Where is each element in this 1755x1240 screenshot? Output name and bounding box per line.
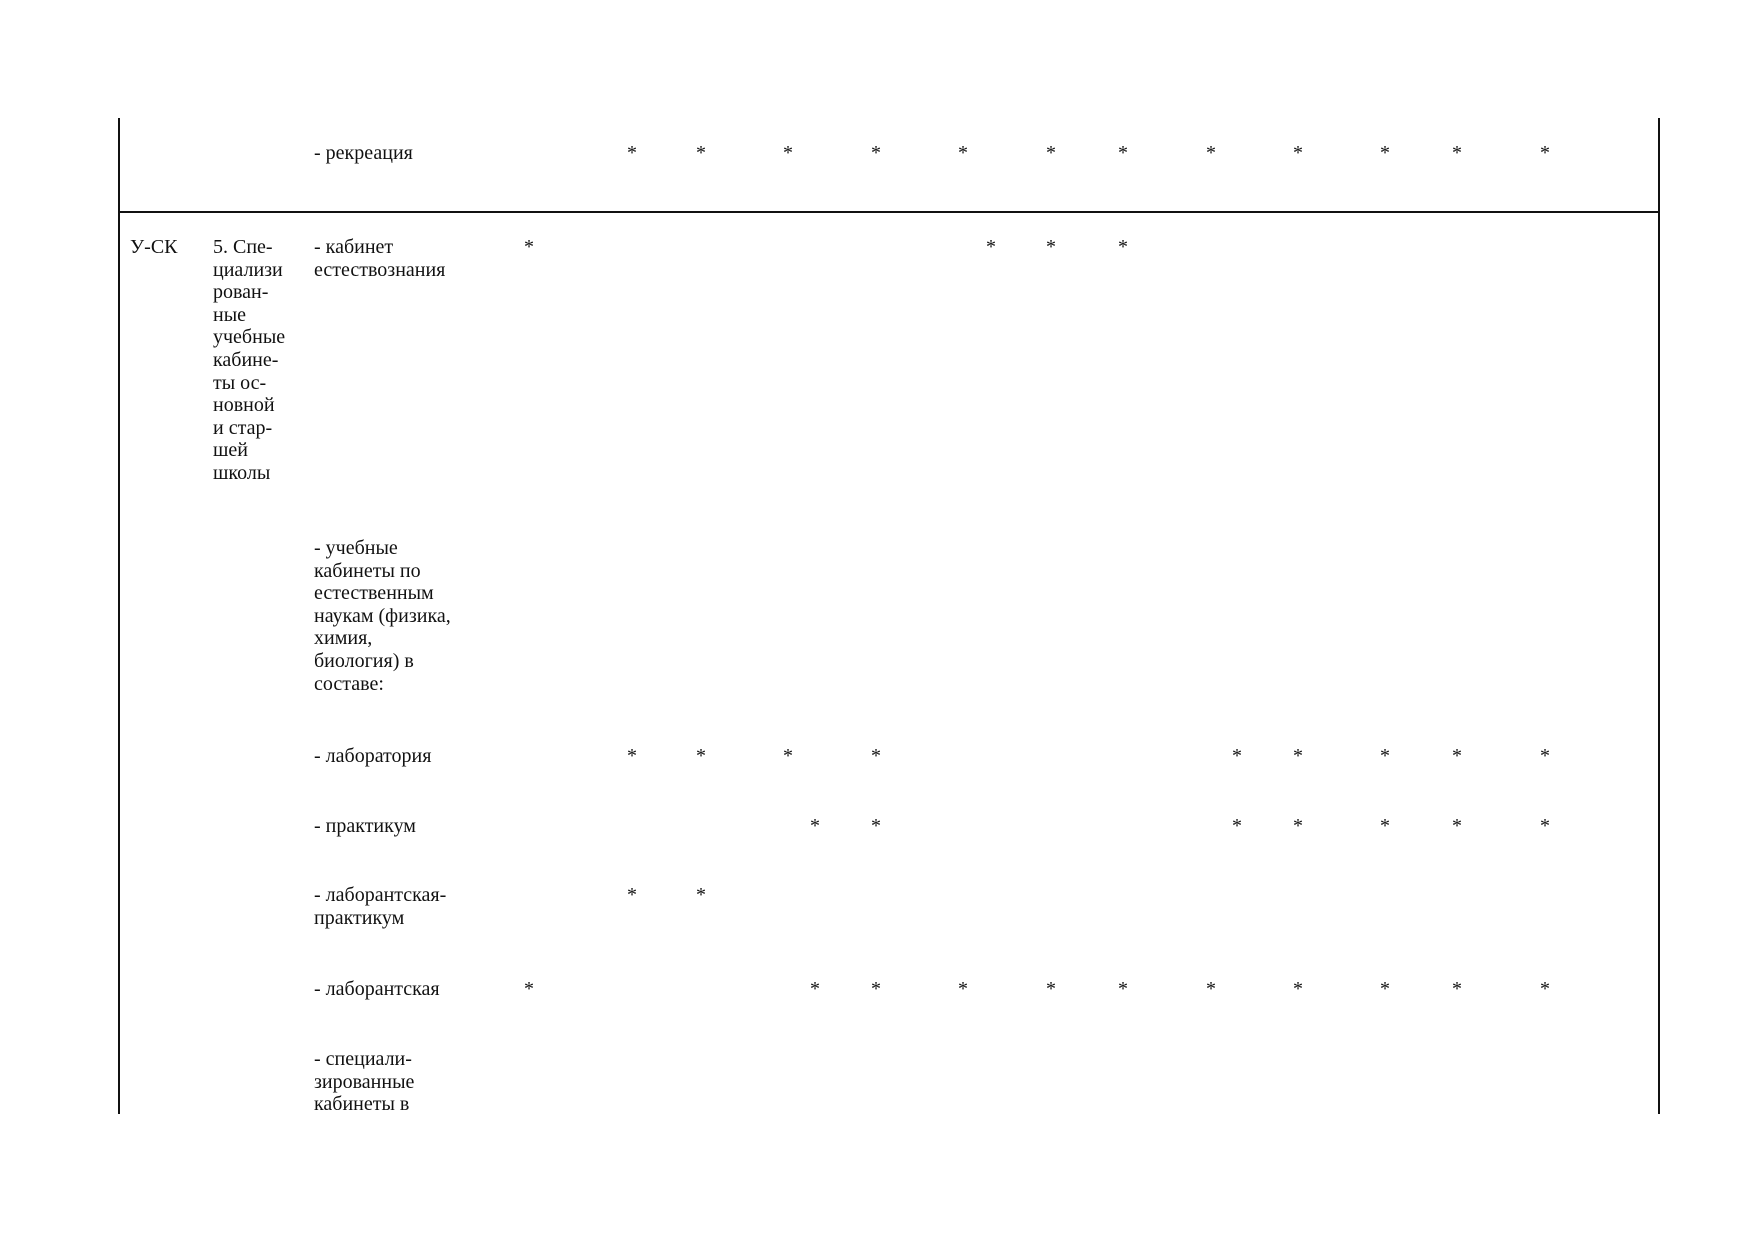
table-mark: * [524,236,534,258]
row-label-laborantskaya: - лаборантская [314,978,440,1000]
table-mark: * [1293,978,1303,1000]
table-mark: * [871,978,881,1000]
table-mark: * [871,815,881,837]
table-mark: * [1046,978,1056,1000]
table-mark: * [627,745,637,767]
table-mark: * [783,745,793,767]
table-mark: * [1232,745,1242,767]
table-mark: * [1293,745,1303,767]
table-mark: * [1046,236,1056,258]
table-mark: * [1540,978,1550,1000]
row-label-rekreaciya: - рекреация [314,142,413,164]
table-mark: * [1452,745,1462,767]
row-label-specializirovannye: - специали- зированные кабинеты в [314,1048,415,1116]
table-mark: * [958,142,968,164]
table-mark: * [1380,978,1390,1000]
row-label-uchebnye-kabinety: - учебные кабинеты по естественным наукам (физика, химия, биология) в составе: [314,537,451,695]
table-mark: * [1046,142,1056,164]
table-mark: * [627,884,637,906]
table-mark: * [1293,815,1303,837]
group-code: У-СК [130,236,178,258]
group-title: 5. Спе- циализи рован- ные учебные кабине- ты ос- новной и стар- шей школы [213,236,286,484]
table-mark: * [1118,236,1128,258]
table-mark: * [1380,815,1390,837]
table-mark: * [524,978,534,1000]
row-label-laboratoriya: - лаборатория [314,745,432,767]
table-right-border [1658,118,1660,1114]
table-mark: * [986,236,996,258]
table-mark: * [1118,978,1128,1000]
table-mark: * [871,142,881,164]
row-divider [118,211,1660,213]
table-mark: * [1232,815,1242,837]
row-label-praktikum: - практикум [314,815,416,837]
table-mark: * [1452,978,1462,1000]
table-mark: * [1206,978,1216,1000]
row-label-kabinet-estestvoznaniya: - кабинет естествознания [314,236,446,281]
table-mark: * [1540,745,1550,767]
table-mark: * [1540,142,1550,164]
table-mark: * [1452,142,1462,164]
table-mark: * [1452,815,1462,837]
table-mark: * [696,142,706,164]
table-mark: * [810,815,820,837]
row-label-laborantskaya-praktikum: - лаборантская- практикум [314,884,447,929]
table-mark: * [1380,142,1390,164]
table-mark: * [871,745,881,767]
table-mark: * [1293,142,1303,164]
table-mark: * [1540,815,1550,837]
table-mark: * [696,745,706,767]
table-mark: * [1206,142,1216,164]
table-left-border [118,118,120,1114]
table-mark: * [1118,142,1128,164]
table-mark: * [627,142,637,164]
table-mark: * [1380,745,1390,767]
table-mark: * [783,142,793,164]
table-mark: * [810,978,820,1000]
table-mark: * [696,884,706,906]
table-mark: * [958,978,968,1000]
